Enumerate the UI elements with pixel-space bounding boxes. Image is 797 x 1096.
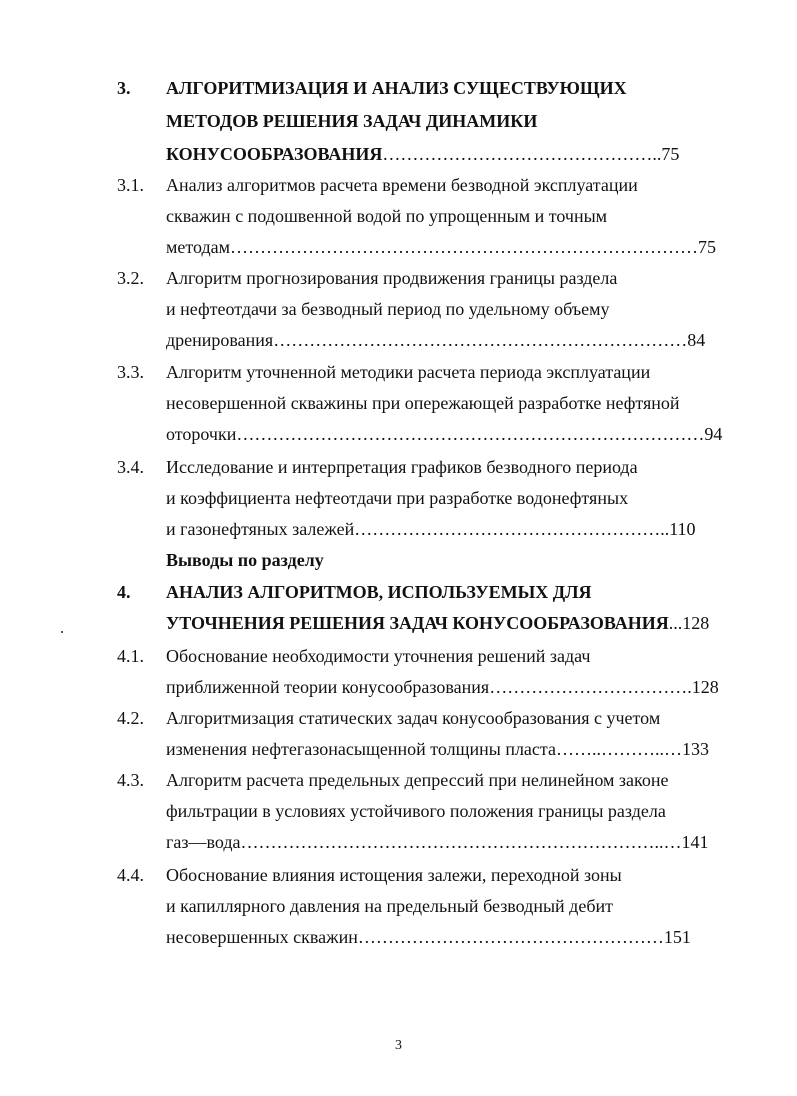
section-4-title-end: УТОЧНЕНИЯ РЕШЕНИЯ ЗАДАЧ КОНУСООБРАЗОВАНИЯ [166, 613, 669, 633]
scan-speck [61, 631, 63, 633]
section-3-1-number: 3.1. [117, 175, 144, 195]
section-3-3-line-3: оторочки……………………………………………………………………94 [166, 424, 723, 444]
section-3-1-line-1: Анализ алгоритмов расчета времени безводной эксплуатации [166, 175, 638, 195]
section-4-title-line-2 [166, 612, 709, 634]
section-4-number: 4. [117, 582, 131, 602]
section-3-number: 3. [117, 78, 131, 98]
section-3-2-line-3: дренирования……………………………………………………………84 [166, 330, 706, 350]
section-3-1-line-2: скважин с подошвенной водой по упрощенным и точным [166, 206, 608, 226]
section-3-title-line-2: МЕТОДОВ РЕШЕНИЯ ЗАДАЧ ДИНАМИКИ [166, 111, 538, 131]
section-4-2-line-1: Алгоритмизация статических задач конусообразования с учетом [166, 708, 661, 728]
section-3-1-line-3: методам……………………………………………………………………75 [166, 237, 717, 257]
section-3-3-number: 3.3. [117, 362, 144, 382]
section-4-1-line-1: Обоснование необходимости уточнения решений задач [166, 646, 591, 666]
section-4-4-line-1: Обоснование влияния истощения залежи, переходной зоны [166, 865, 622, 885]
section-4-4-number: 4.4. [117, 865, 144, 885]
section-3-title-end: КОНУСООБРАЗОВАНИЯ [166, 144, 383, 164]
section-3-2-number: 3.2. [117, 268, 144, 288]
section-4-3-line-2: фильтрации в условиях устойчивого положения границы раздела [166, 801, 666, 821]
section-4-4-line-2: и капиллярного давления на предельный безводный дебит [166, 896, 613, 916]
section-4-4-line-3: несовершенных скважин……………………………………………151 [166, 927, 691, 947]
section-4-2-line-2: изменения нефтегазонасыщенной толщины пласта……..………..…133 [166, 739, 709, 759]
section-3-2-line-1: Алгоритм прогнозирования продвижения границы раздела [166, 268, 618, 288]
section-3-4-number: 3.4. [117, 457, 144, 477]
section-3-4-line-2: и коэффициента нефтеотдачи при разработке водонефтяных [166, 488, 629, 508]
section-4-title-line-1: АНАЛИЗ АЛГОРИТМОВ, ИСПОЛЬЗУЕМЫХ ДЛЯ [166, 582, 592, 602]
section-3-conclusions: Выводы по разделу [166, 550, 324, 570]
section-4-3-line-3: газ—вода……………………………………………………………..…141 [166, 832, 709, 852]
section-4-1-number: 4.1. [117, 646, 144, 666]
section-4-1-line-2: приближенной теории конусообразования…………………………….128 [166, 677, 719, 697]
section-3-3-line-2: несовершенной скважины при опережающей разработке нефтяной [166, 393, 680, 413]
section-3-3-line-1: Алгоритм уточненной методики расчета периода эксплуатации [166, 362, 651, 382]
section-3-page: 75 [661, 144, 680, 164]
section-3-title-line-3 [166, 143, 679, 165]
section-3-4-line-3: и газонефтяных залежей……………………………………………..110 [166, 519, 696, 539]
section-4-3-number: 4.3. [117, 770, 144, 790]
section-4-3-line-1: Алгоритм расчета предельных депрессий при нелинейном законе [166, 770, 669, 790]
section-3-leader: ……………………………………….. [382, 144, 662, 164]
page-number: 3 [395, 1038, 402, 1053]
section-3-2-line-2: и нефтеотдачи за безводный период по удельному объему [166, 299, 610, 319]
section-4-page: ...128 [668, 613, 710, 633]
section-3-title-line-1: АЛГОРИТМИЗАЦИЯ И АНАЛИЗ СУЩЕСТВУЮЩИХ [166, 78, 627, 98]
section-4-2-number: 4.2. [117, 708, 144, 728]
section-3-4-line-1: Исследование и интерпретация графиков безводного периода [166, 457, 638, 477]
